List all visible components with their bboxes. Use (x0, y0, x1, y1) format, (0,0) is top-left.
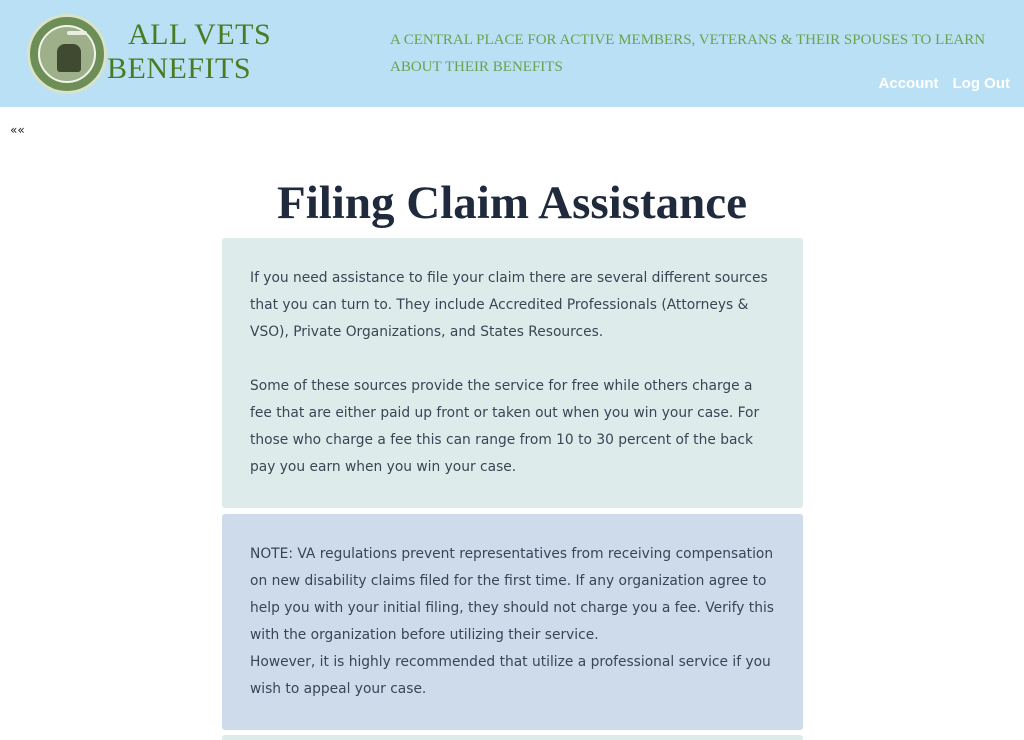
soldier-icon (57, 44, 81, 72)
site-tagline: A CENTRAL PLACE FOR ACTIVE MEMBERS, VETERANS & THEIR SPOUSES TO LEARN ABOUT THEIR BENEFITS (390, 32, 986, 75)
back-link[interactable]: «« (10, 123, 25, 137)
logout-link[interactable]: Log Out (952, 75, 1010, 92)
brand-name-line1[interactable]: ALL VETS (128, 18, 272, 51)
logo-emblem-icon (38, 25, 96, 83)
header-nav (879, 75, 1010, 92)
note-paragraph: NOTE: VA regulations prevent representatives from receiving compensation on new disability claims filed for the first time. If any organization agree to help you with your initial filing, they should not charge you a fee. Verify this with the organization before utilizing their service. (250, 546, 774, 643)
info-card (222, 238, 803, 508)
site-logo[interactable] (27, 14, 107, 94)
note-card (222, 514, 803, 730)
info-paragraph: If you need assistance to file your claim there are several different sources that you can turn to. They include Accredited Professionals (Attorneys & VSO), Private Organizations, and States Resources. (250, 270, 768, 340)
note-paragraph: However, it is highly recommended that utilize a professional service if you wish to appeal your case. (250, 654, 771, 697)
info-paragraph: Some of these sources provide the service for free while others charge a fee that are either paid up front or taken out when you win your case. For those who charge a fee this can range from 10 to 30 percent of the back pay you earn when you win your case. (250, 378, 760, 475)
account-link[interactable]: Account (878, 75, 939, 92)
next-card (222, 735, 803, 740)
page-title: Filing Claim Assistance (276, 177, 748, 229)
brand-name-line2[interactable]: BENEFITS (107, 52, 252, 85)
site-header (0, 0, 1024, 107)
